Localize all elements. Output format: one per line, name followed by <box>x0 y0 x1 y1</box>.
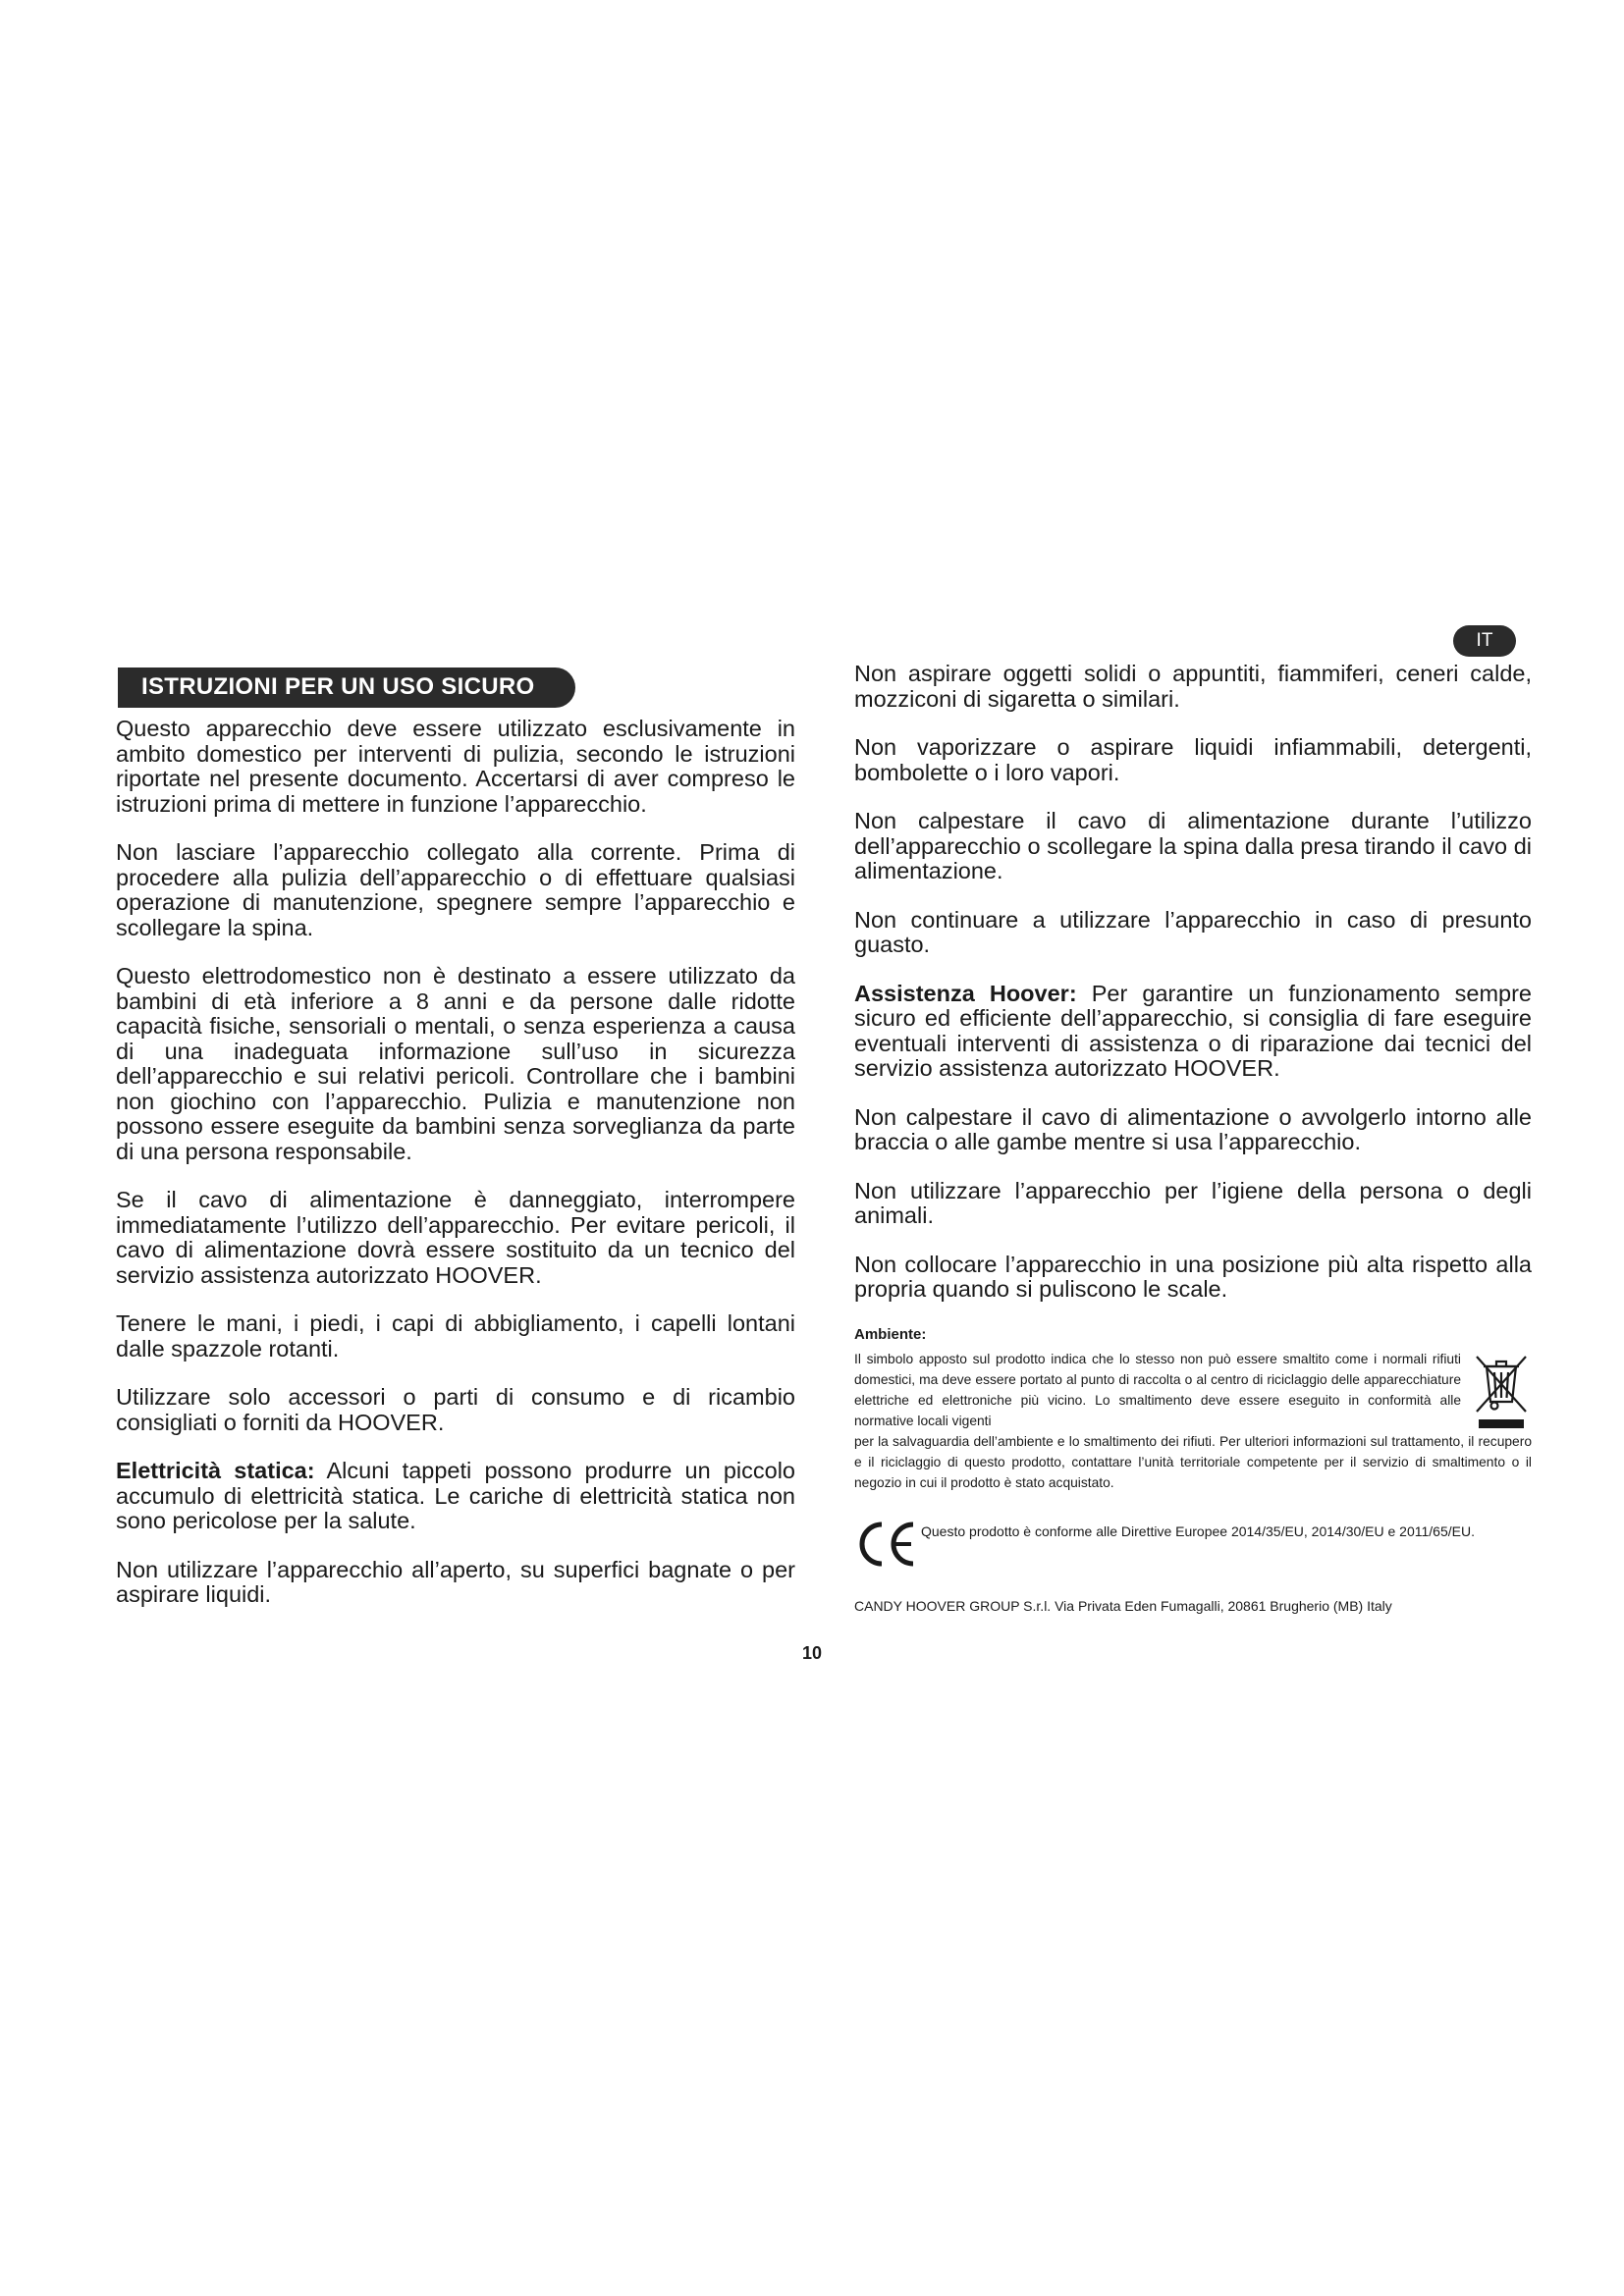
ce-compliance <box>854 1519 1532 1574</box>
company-address: CANDY HOOVER GROUP S.r.l. Via Privata Eden Fumagalli, 20861 Brugherio (MB) Italy <box>854 1597 1392 1614</box>
paragraph: Non aspirare oggetti solidi o appuntiti, fiammiferi, ceneri calde, mozziconi di sigaretta o similari. <box>854 661 1532 712</box>
paragraph-hoover-assistance: Assistenza Hoover: Per garantire un funzionamento sempre sicuro ed efficiente dell’apparecchio, si consiglia di fare eseguire eventuali interventi di assistenza o di riparazione dai tecnici del servizio assistenza autorizzato HOOVER. <box>854 980 1533 1081</box>
environment-text-top: Il simbolo apposto sul prodotto indica che lo stesso non può essere smaltito come i normali rifiuti domestici, ma deve essere portato al punto di raccolta o al centro di riciclaggio delle apparecchiature elettriche ed elettroniche più vicino. Lo smaltimento deve essere eseguito in conformità alle normative locali vigenti <box>854 1351 1461 1428</box>
section-title: ISTRUZIONI PER UN USO SICURO <box>118 667 575 708</box>
paragraph: Utilizzare solo accessori o parti di consumo e di ricambio consigliati o forniti da HOOVER. <box>116 1384 795 1435</box>
page-number: 10 <box>801 1643 823 1663</box>
paragraph: Non utilizzare l’apparecchio per l’igiene della persona o degli animali. <box>854 1177 1532 1228</box>
ce-mark-icon <box>854 1519 917 1570</box>
paragraph: Non collocare l’apparecchio in una posizione più alta rispetto alla propria quando si puliscono le scale. <box>854 1251 1532 1302</box>
environment-text-bottom: per la salvaguardia dell’ambiente e lo smaltimento dei rifiuti. Per ulteriori informazioni sul trattamento, il recupero e il riciclaggio di questo prodotto, contattare l’unità territoriale competente per il servizio di smaltimento o il negozio in cui il prodotto è stato acquistato. <box>854 1433 1532 1490</box>
environment-notice <box>854 1349 1532 1493</box>
paragraph: Non calpestare il cavo di alimentazione o avvolgerlo intorno alle braccia o alle gambe mentre si usa l’apparecchio. <box>854 1103 1532 1154</box>
left-column <box>116 717 795 1631</box>
environment-title: Ambiente: <box>854 1325 927 1343</box>
paragraph: Tenere le mani, i piedi, i capi di abbigliamento, i capelli lontani dalle spazzole rotanti. <box>116 1310 795 1362</box>
paragraph: Non utilizzare l’apparecchio all’aperto, su superfici bagnate o per aspirare liquidi. <box>116 1556 795 1607</box>
paragraph: Questo apparecchio deve essere utilizzato esclusivamente in ambito domestico per interventi di pulizia, secondo le istruzioni riportate nel presente documento. Accertarsi di aver compreso le istruzioni prima di mettere in funzione l’apparecchio. <box>116 716 795 817</box>
paragraph: Questo elettrodomestico non è destinato a essere utilizzato da bambini di età inferiore a 8 anni e da persone dalle ridotte capacità fisiche, sensoriali o mentali, o senza esperienza a causa di una inadeguata informazione sull’uso in sicurezza dell’apparecchio e sui relativi pericoli. Controllare che i bambini non giochino con l’apparecchio. Pulizia e manutenzione non possono essere eseguite da bambini senza sorveglianza da parte di una persona responsabile. <box>116 963 795 1164</box>
paragraph: Non lasciare l’apparecchio collegato alla corrente. Prima di procedere alla pulizia dell’apparecchio o di effettuare qualsiasi operazione di manutenzione, spegnere sempre l’apparecchio e scollegare la spina. <box>116 839 795 940</box>
right-column <box>854 662 1532 1617</box>
paragraph: Non calpestare il cavo di alimentazione durante l’utilizzo dell’apparecchio o scollegare la spina dalla presa tirando il cavo di alimentazione. <box>854 808 1532 883</box>
paragraph: Non vaporizzare o aspirare liquidi infiammabili, detergenti, bombolette o i loro vapori. <box>854 734 1532 785</box>
crossed-out-wheelie-bin-icon <box>1471 1351 1532 1431</box>
paragraph: Non continuare a utilizzare l’apparecchio in caso di presunto guasto. <box>854 906 1532 957</box>
paragraph: Se il cavo di alimentazione è danneggiato, interrompere immediatamente l’utilizzo dell’apparecchio. Per evitare pericoli, il cavo di alimentazione dovrà essere sostituito da un tecnico del servizio assistenza autorizzato HOOVER. <box>116 1187 795 1288</box>
paragraph-static-electricity: Elettricità statica: Alcuni tappeti possono produrre un piccolo accumulo di elettricità statica. Le cariche di elettricità statica non sono pericolose per la salute. <box>116 1458 795 1533</box>
ce-text: Questo prodotto è conforme alle Direttive Europee 2014/35/EU, 2014/30/EU e 2011/65/EU. <box>921 1522 1475 1539</box>
language-badge: IT <box>1453 625 1516 657</box>
